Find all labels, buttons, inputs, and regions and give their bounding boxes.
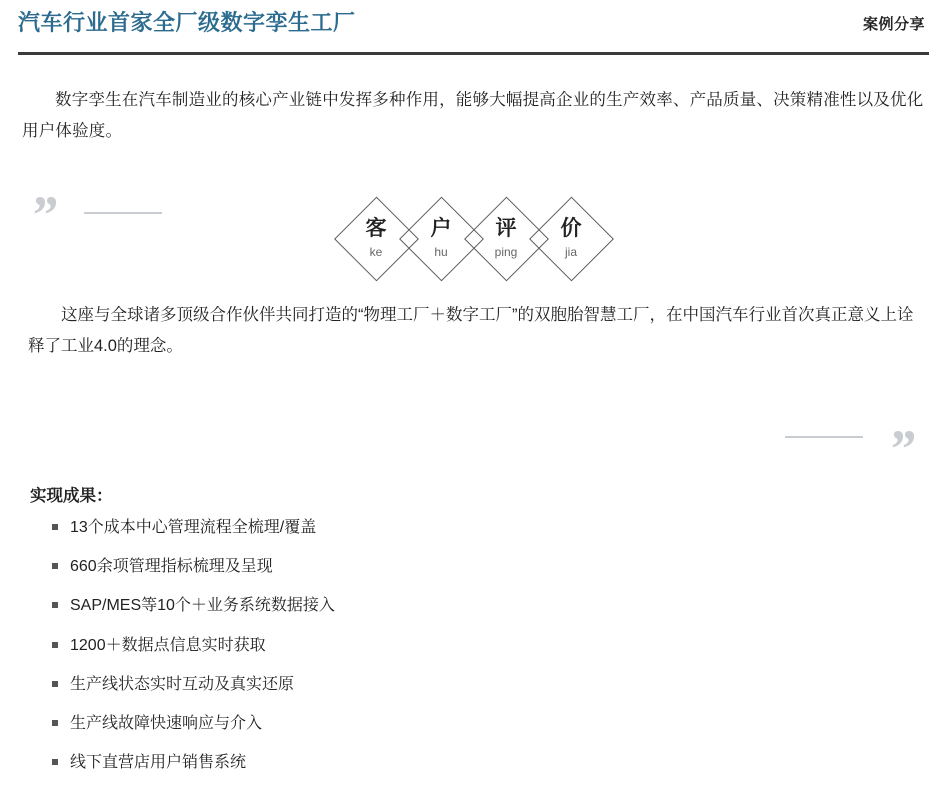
quote-close-line [785, 436, 863, 438]
page-header [0, 0, 947, 46]
list-item [22, 753, 925, 772]
diamond-item [534, 202, 608, 276]
diamond-heading [339, 202, 608, 276]
diamond-char: 评 [495, 217, 517, 241]
list-item [22, 675, 925, 694]
results-title: 实现成果： [30, 487, 113, 506]
header-divider [18, 52, 929, 55]
bullet-icon [52, 602, 58, 608]
bullet-icon [52, 563, 58, 569]
diamond-pinyin: ping [494, 245, 518, 260]
list-item-label: 线下直营店用户销售系统 [70, 754, 247, 772]
diamond-pinyin: jia [564, 245, 577, 260]
page-title: 汽车行业首家全厂级数字孪生工厂 [18, 10, 356, 35]
list-item-label: 660余项管理指标梳理及呈现 [70, 558, 273, 576]
list-item-label: 1200＋数据点信息实时获取 [70, 636, 266, 654]
customer-review-block [22, 182, 925, 482]
list-item-label: 13个成本中心管理流程全梳理/覆盖 [70, 519, 317, 537]
list-item-label: 生产线故障快速响应与介入 [70, 714, 263, 732]
list-item [22, 636, 925, 655]
diamond-pinyin: hu [434, 245, 448, 260]
list-item [22, 557, 925, 576]
quote-open-icon: ” [30, 185, 57, 246]
bullet-icon [52, 759, 58, 765]
bullet-icon [52, 720, 58, 726]
bullet-icon [52, 642, 58, 648]
list-item [22, 714, 925, 733]
header-tag: 案例分享 [862, 15, 925, 33]
diamond-char: 价 [560, 217, 582, 241]
intro-paragraph: 数字孪生在汽车制造业的核心产业链中发挥多种作用，能够大幅提高企业的生产效率、产品质量、决策精准性以及优化用户体验度。 [22, 91, 924, 140]
quote-close-icon: ” [888, 419, 915, 480]
diamond-char: 客 [365, 217, 387, 241]
quote-paragraph: 这座与全球诸多顶级合作伙伴共同打造的“物理工厂＋数字工厂”的双胞胎智慧工厂，在中国汽车行业首次真正意义上诠释了工业4.0的理念。 [28, 306, 914, 355]
list-item-label: SAP/MES等10个＋业务系统数据接入 [70, 597, 335, 615]
quote-open-line [84, 212, 162, 214]
list-item [22, 596, 925, 615]
list-item-label: 生产线状态实时互动及真实还原 [70, 675, 295, 693]
bullet-icon [52, 524, 58, 530]
list-item [22, 518, 925, 537]
results-list [22, 518, 925, 772]
diamond-char: 户 [430, 217, 452, 241]
bullet-icon [52, 681, 58, 687]
page-content [0, 85, 947, 772]
diamond-pinyin: ke [369, 245, 383, 260]
